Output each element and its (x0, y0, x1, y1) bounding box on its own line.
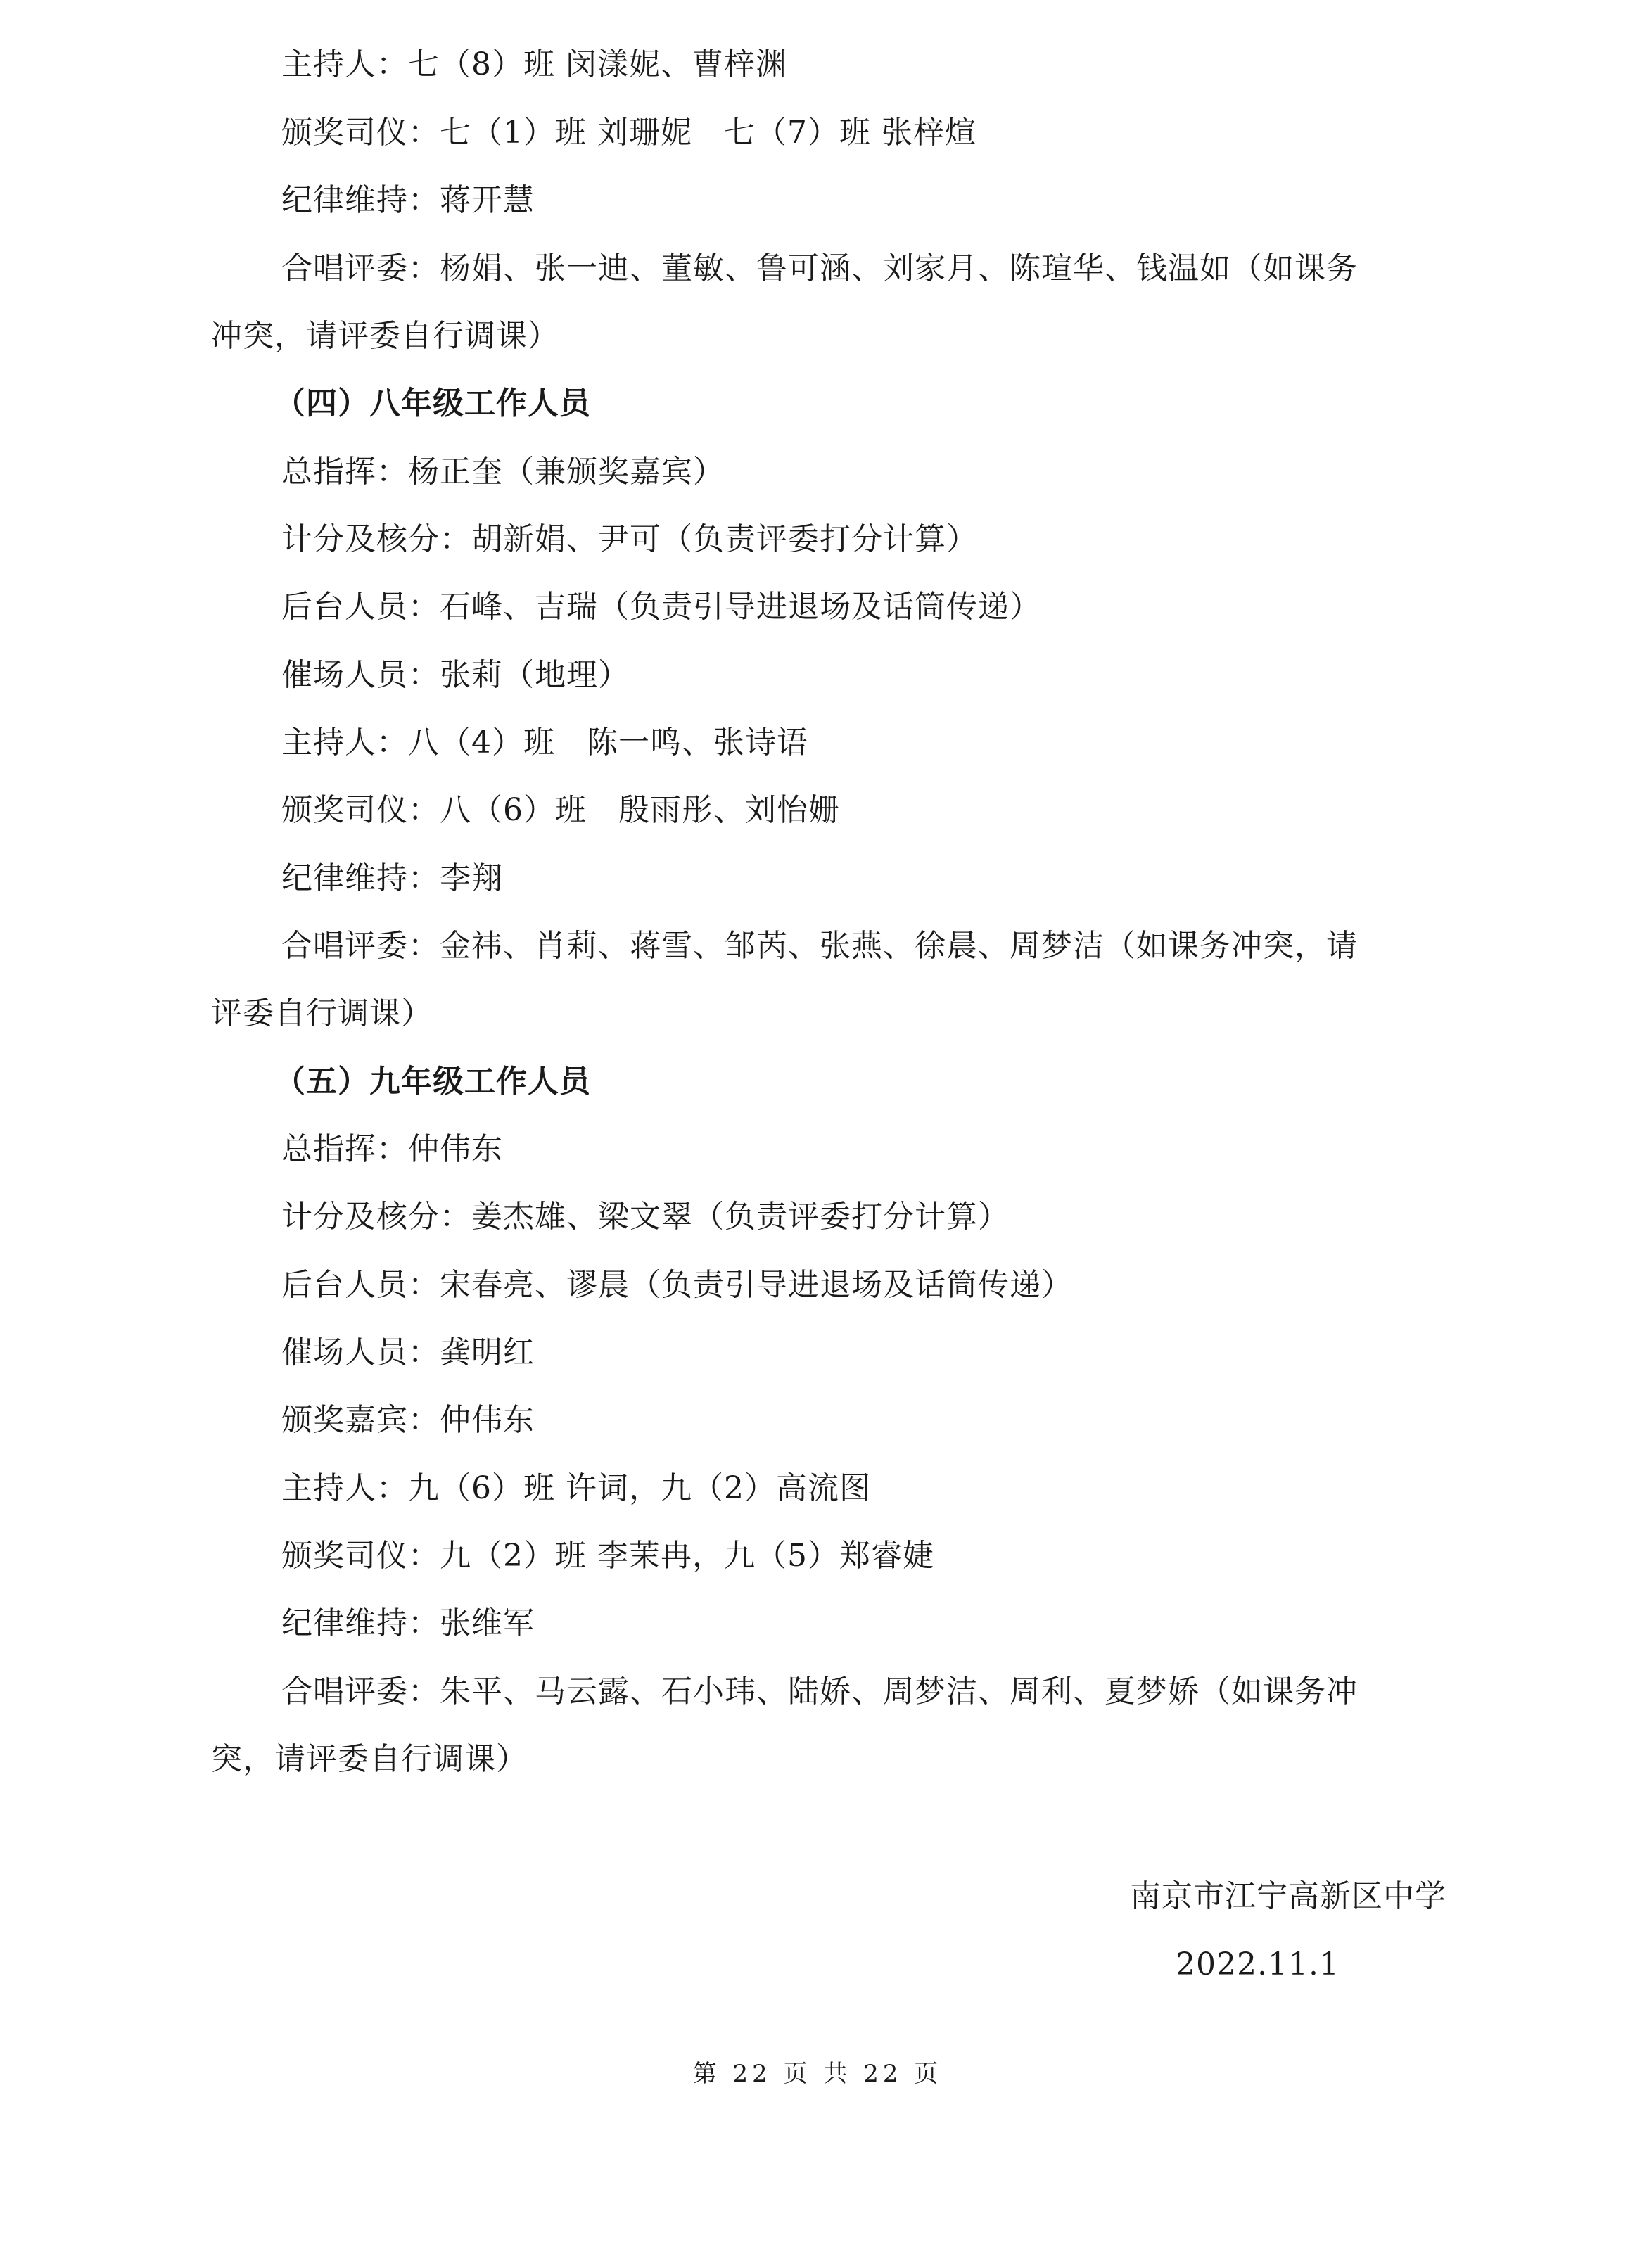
signature-org: 南京市江宁高新区中学 (1130, 1878, 1446, 1914)
grade7-host: 主持人：七（8）班 闵漾妮、曹梓渊 (281, 46, 787, 82)
grade8-judges-line1: 合唱评委：金祎、肖莉、蒋雪、邹芮、张燕、徐晨、周梦洁（如课务冲突，请 (281, 928, 1358, 964)
grade9-urging: 催场人员：龚明红 (281, 1334, 535, 1370)
grade7-award-presenter: 颁奖司仪：七（1）班 刘珊妮 七（7）班 张梓煊 (281, 115, 976, 151)
signature-date: 2022.11.1 (1176, 1947, 1340, 1982)
grade8-commander: 总指挥：杨正奎（兼颁奖嘉宾） (281, 454, 725, 490)
grade8-backstage: 后台人员：石峰、吉瑞（负责引导进退场及话筒传递） (281, 589, 1041, 625)
grade9-judges-line1: 合唱评委：朱平、马云露、石小玮、陆娇、周梦洁、周利、夏梦娇（如课务冲 (281, 1674, 1358, 1709)
grade8-judges-line2: 评委自行调课） (211, 995, 433, 1031)
grade9-award-guest: 颁奖嘉宾：仲伟东 (281, 1402, 535, 1438)
grade9-backstage: 后台人员：宋春亮、谬晨（负责引导进退场及话筒传递） (281, 1267, 1073, 1303)
grade8-heading: （四）八年级工作人员 (274, 386, 591, 421)
grade8-award-presenter: 颁奖司仪：八（6）班 殷雨彤、刘怡姗 (281, 792, 840, 828)
grade8-host: 主持人：八（4）班 陈一鸣、张诗语 (281, 725, 808, 760)
grade9-commander: 总指挥：仲伟东 (281, 1131, 503, 1167)
grade9-scoring: 计分及核分：姜杰雄、梁文翠（负责评委打分计算） (281, 1199, 1010, 1235)
grade9-host: 主持人：九（6）班 许词，九（2）高流图 (281, 1470, 871, 1506)
grade7-judges-line2: 冲突，请评委自行调课） (211, 318, 559, 354)
grade8-discipline: 纪律维持：李翔 (281, 860, 503, 896)
grade8-scoring: 计分及核分：胡新娟、尹可（负责评委打分计算） (281, 521, 978, 557)
grade9-award-presenter: 颁奖司仪：九（2）班 李茉冉，九（5）郑睿婕 (281, 1538, 934, 1574)
grade8-urging: 催场人员：张莉（地理） (281, 657, 630, 693)
grade9-judges-line2: 突，请评委自行调课） (211, 1741, 528, 1777)
grade9-discipline: 纪律维持：张维军 (281, 1605, 535, 1641)
grade9-heading: （五）九年级工作人员 (274, 1064, 591, 1100)
page-footer: 第 22 页 共 22 页 (692, 2060, 943, 2088)
grade7-judges-line1: 合唱评委：杨娟、张一迪、董敏、鲁可涵、刘家月、陈瑄华、钱温如（如课务 (281, 250, 1358, 286)
grade7-discipline: 纪律维持：蒋开慧 (281, 182, 535, 218)
